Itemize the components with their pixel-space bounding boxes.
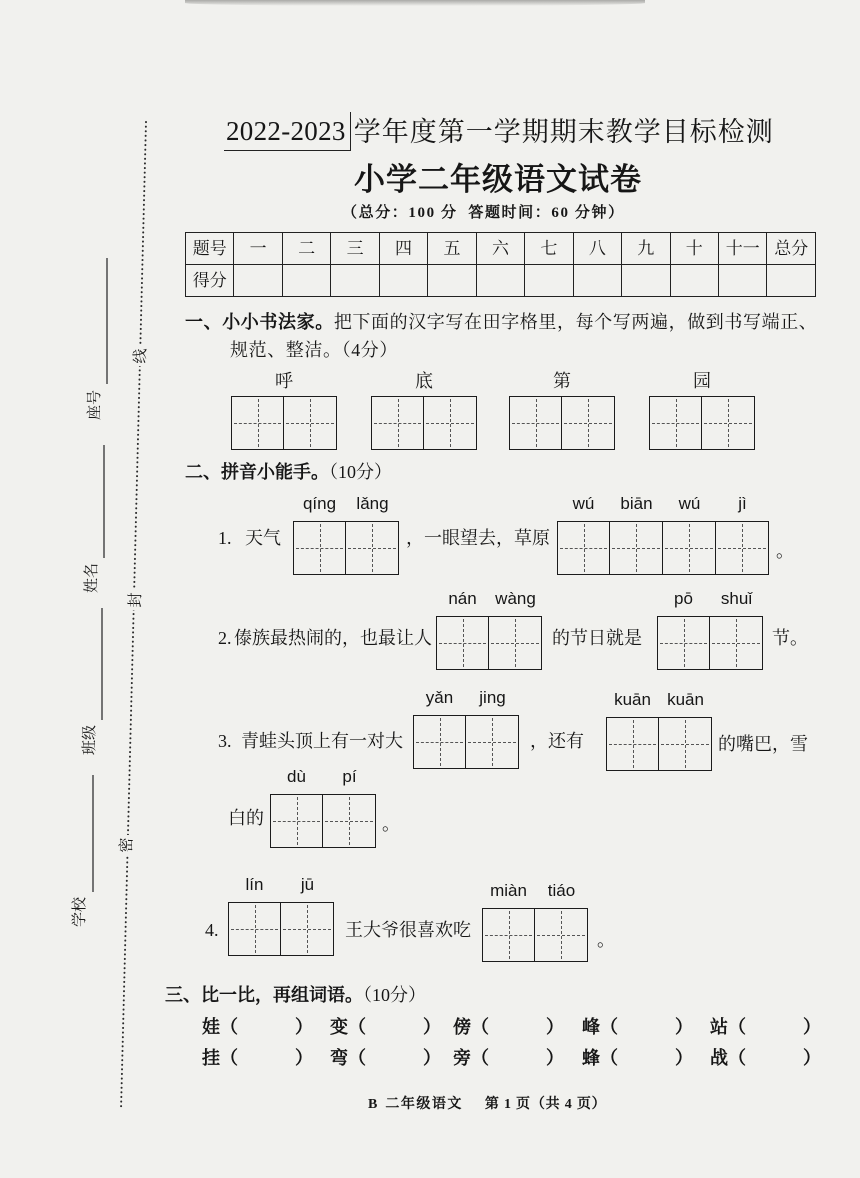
- score-column-header: 八: [573, 233, 621, 265]
- pinyin-text: jū: [300, 875, 315, 894]
- score-cell[interactable]: [525, 265, 573, 297]
- pinyin-cell: [489, 588, 542, 670]
- section2-points: （10分）: [329, 462, 392, 482]
- score-cell[interactable]: [718, 265, 766, 297]
- word-blank[interactable]: [746, 1016, 803, 1038]
- q3-text-4: 白的: [228, 808, 264, 828]
- question-number-label: 题号: [186, 233, 234, 265]
- score-cell[interactable]: [234, 265, 282, 297]
- q3-text-2: ，还有: [530, 731, 584, 751]
- pinyin-text: wú: [678, 494, 701, 513]
- copy-character: 底: [415, 371, 433, 391]
- word-character: 站: [710, 1017, 728, 1037]
- tianzige-box[interactable]: [702, 396, 755, 450]
- q1-text-2: ，一眼望去，草原: [406, 528, 550, 548]
- tianzige-box[interactable]: [228, 902, 281, 956]
- q2-text-2: 的节日就是: [552, 628, 642, 648]
- score-cell[interactable]: [476, 265, 524, 297]
- seal-mark-line: 线: [131, 346, 151, 366]
- tianzige-box[interactable]: [535, 908, 588, 962]
- paper-code: B: [368, 1097, 378, 1112]
- q1-text-3: 。: [776, 541, 794, 561]
- paren-close: ）: [295, 1017, 313, 1037]
- section1-title: 一、小小书法家。: [185, 312, 334, 332]
- tianzige-box[interactable]: [659, 717, 712, 771]
- score-table-header-row: [186, 233, 816, 265]
- tianzige-box[interactable]: [716, 521, 769, 575]
- exam-title: [224, 112, 774, 151]
- pinyin-cell: [482, 880, 535, 962]
- score-cell[interactable]: [670, 265, 718, 297]
- q2-pinyin-blank-1: [436, 588, 542, 670]
- section3-points: （10分）: [363, 985, 426, 1005]
- pinyin-cell: [466, 687, 519, 769]
- tianzige-box[interactable]: [231, 396, 284, 450]
- word-character: 蜂: [582, 1048, 600, 1068]
- word-character: 傍: [453, 1017, 471, 1037]
- copy-group: [649, 370, 755, 450]
- tianzige-box[interactable]: [293, 521, 346, 575]
- pinyin-text: kuān: [614, 690, 651, 709]
- pinyin-text: jing: [479, 688, 506, 707]
- word-item: [453, 1016, 564, 1038]
- pinyin-text: wàng: [495, 589, 536, 608]
- paren-close: ）: [423, 1048, 441, 1068]
- section3-heading: [165, 984, 426, 1006]
- page-footer: [368, 1095, 606, 1115]
- q2-number: 2.: [218, 628, 232, 648]
- section2-title: 二、拼音小能手。: [185, 462, 329, 482]
- score-column-header: 十: [670, 233, 718, 265]
- tianzige-box[interactable]: [371, 396, 424, 450]
- score-column-header: 七: [525, 233, 573, 265]
- q3-pinyin-blank-3: [270, 766, 376, 848]
- tianzige-box[interactable]: [436, 616, 489, 670]
- word-character: 旁: [453, 1048, 471, 1068]
- paren-open: （: [220, 1017, 238, 1037]
- score-cell[interactable]: [622, 265, 670, 297]
- paren-close: ）: [546, 1017, 564, 1037]
- q3-pinyin-blank-2: [606, 689, 712, 771]
- pinyin-text: kuān: [667, 690, 704, 709]
- section1-heading: [185, 311, 817, 333]
- word-item: [710, 1016, 821, 1038]
- word-item: [202, 1016, 313, 1038]
- pinyin-cell: [710, 588, 763, 670]
- paren-open: （: [600, 1048, 618, 1068]
- word-blank[interactable]: [238, 1016, 295, 1038]
- q4-number: 4.: [205, 920, 219, 940]
- q1-pinyin-blank-2: [557, 493, 769, 575]
- q4-text-1: 王大爷很喜欢吃: [345, 920, 471, 940]
- exam-info: （总分：100 分 答题时间：60 分钟）: [342, 205, 625, 221]
- paren-open: （: [220, 1048, 238, 1068]
- page-number: 第 1 页（共 4 页）: [484, 1097, 607, 1112]
- paren-open: （: [728, 1017, 746, 1037]
- section1-points: （4分）: [341, 340, 399, 360]
- seal-mark-secret: 密: [117, 835, 137, 855]
- scan-shadow: [185, 0, 645, 6]
- exam-year-range: 2022-2023: [224, 112, 351, 151]
- class-label: 班级: [82, 725, 98, 756]
- section1-heading-continued: [230, 339, 398, 361]
- score-table: [185, 232, 816, 297]
- pinyin-text: pí: [342, 767, 357, 786]
- paren-close: ）: [675, 1017, 693, 1037]
- pinyin-text: pō: [674, 589, 693, 608]
- q3-text-1: 青蛙头顶上有一对大: [241, 731, 403, 751]
- tianzige-box[interactable]: [663, 521, 716, 575]
- school-label: 学校: [72, 897, 88, 928]
- tianzige-box[interactable]: [509, 396, 562, 450]
- word-item: [453, 1047, 564, 1069]
- pinyin-text: tiáo: [547, 881, 576, 900]
- paren-close: ）: [675, 1048, 693, 1068]
- tianzige-box[interactable]: [482, 908, 535, 962]
- tianzige-row: [509, 396, 615, 450]
- score-column-header: 二: [282, 233, 330, 265]
- tianzige-box[interactable]: [489, 616, 542, 670]
- word-item: [710, 1047, 821, 1069]
- pinyin-cell: [657, 588, 710, 670]
- pinyin-cell: [436, 588, 489, 670]
- q2-text-3: 节。: [772, 628, 808, 648]
- tianzige-box[interactable]: [323, 794, 376, 848]
- copy-character: 第: [553, 371, 571, 391]
- pinyin-cell: [281, 874, 334, 956]
- pinyin-cell: [270, 766, 323, 848]
- word-character: 变: [330, 1017, 348, 1037]
- section1-instruction-line1: 把下面的汉字写在田字格里，每个写两遍，做到书写端正、: [333, 312, 818, 332]
- tianzige-box[interactable]: [557, 521, 610, 575]
- q3-pinyin-blank-1: [413, 687, 519, 769]
- tianzige-box[interactable]: [710, 616, 763, 670]
- paren-close: ）: [546, 1048, 564, 1068]
- word-blank[interactable]: [618, 1016, 675, 1038]
- pinyin-cell: [323, 766, 376, 848]
- tianzige-box[interactable]: [606, 717, 659, 771]
- pinyin-cell: [606, 689, 659, 771]
- pinyin-cell: [535, 880, 588, 962]
- score-cell[interactable]: [331, 265, 379, 297]
- q2-pinyin-blank-2: [657, 588, 763, 670]
- score-row-label: 得分: [186, 265, 234, 297]
- tianzige-row: [371, 396, 477, 450]
- tianzige-box[interactable]: [657, 616, 710, 670]
- score-column-header: 五: [428, 233, 476, 265]
- word-blank[interactable]: [366, 1016, 423, 1038]
- paren-close: ）: [295, 1048, 313, 1068]
- word-character: 战: [710, 1048, 728, 1068]
- paren-open: （: [471, 1017, 489, 1037]
- tianzige-box[interactable]: [281, 902, 334, 956]
- score-cell[interactable]: [428, 265, 476, 297]
- copy-character: 园: [693, 371, 711, 391]
- score-total-cell[interactable]: [767, 265, 816, 297]
- exam-title-text: 学年度第一学期期末教学目标检测: [353, 117, 774, 147]
- pinyin-text: biān: [620, 494, 653, 513]
- pinyin-text: miàn: [490, 881, 527, 900]
- paren-open: （: [348, 1017, 366, 1037]
- score-column-header: 十一: [718, 233, 766, 265]
- word-blank[interactable]: [366, 1047, 423, 1069]
- word-character: 峰: [582, 1017, 600, 1037]
- word-character: 挂: [202, 1048, 220, 1068]
- pinyin-cell: [413, 687, 466, 769]
- q3-number: 3.: [218, 731, 232, 751]
- pinyin-text: shuǐ: [720, 589, 753, 608]
- tianzige-box[interactable]: [284, 396, 337, 450]
- tianzige-box[interactable]: [466, 715, 519, 769]
- word-character: 娃: [202, 1017, 220, 1037]
- paren-open: （: [348, 1048, 366, 1068]
- q4-pinyin-blank-1: [228, 874, 334, 956]
- seal-mark-seal: 封: [126, 590, 146, 610]
- word-item: [330, 1047, 441, 1069]
- section2-heading: [185, 461, 392, 483]
- pinyin-cell: [659, 689, 712, 771]
- exam-subtitle: 小学二年级语文试卷: [354, 162, 642, 197]
- tianzige-box[interactable]: [562, 396, 615, 450]
- paren-open: （: [471, 1048, 489, 1068]
- word-item: [330, 1016, 441, 1038]
- section1-instruction-line2: 规范、整洁。: [230, 340, 342, 360]
- word-blank[interactable]: [618, 1047, 675, 1069]
- word-item: [582, 1047, 693, 1069]
- score-column-header: 九: [622, 233, 670, 265]
- pinyin-cell: [293, 493, 346, 575]
- score-column-header: 三: [331, 233, 379, 265]
- paren-open: （: [728, 1048, 746, 1068]
- tianzige-row: [649, 396, 755, 450]
- pinyin-text: wú: [572, 494, 595, 513]
- tianzige-box[interactable]: [610, 521, 663, 575]
- q4-text-2: 。: [597, 930, 615, 950]
- tianzige-box[interactable]: [270, 794, 323, 848]
- pinyin-text: nán: [448, 589, 477, 608]
- word-item: [582, 1016, 693, 1038]
- tianzige-box[interactable]: [346, 521, 399, 575]
- pinyin-cell: [557, 493, 610, 575]
- pinyin-cell: [610, 493, 663, 575]
- score-column-header: 一: [234, 233, 282, 265]
- paren-open: （: [600, 1017, 618, 1037]
- copy-character: 呼: [275, 371, 293, 391]
- section3-title: 三、比一比，再组词语。: [165, 985, 363, 1005]
- word-blank[interactable]: [238, 1047, 295, 1069]
- word-blank[interactable]: [489, 1016, 546, 1038]
- pinyin-text: dù: [287, 767, 306, 786]
- score-column-header: 四: [379, 233, 427, 265]
- score-cell[interactable]: [573, 265, 621, 297]
- score-column-header: 总分: [767, 233, 816, 265]
- q1-pinyin-blank-1: [293, 493, 399, 575]
- q1-text-1: 天气: [245, 528, 281, 548]
- q3-text-5: 。: [382, 814, 400, 834]
- q3-text-3: 的嘴巴，雪: [718, 734, 808, 754]
- score-column-header: 六: [476, 233, 524, 265]
- tianzige-box[interactable]: [424, 396, 477, 450]
- pinyin-cell: [716, 493, 769, 575]
- pinyin-cell: [346, 493, 399, 575]
- pinyin-text: qíng: [302, 494, 337, 513]
- tianzige-box[interactable]: [649, 396, 702, 450]
- tianzige-row: [231, 396, 337, 450]
- pinyin-text: lǎng: [356, 494, 389, 513]
- paren-close: ）: [803, 1017, 821, 1037]
- word-character: 弯: [330, 1048, 348, 1068]
- word-item: [202, 1047, 313, 1069]
- word-blank[interactable]: [489, 1047, 546, 1069]
- pinyin-cell: [228, 874, 281, 956]
- seal-dotted-line: [121, 122, 146, 1110]
- q2-text-1: 傣族最热闹的，也最让人: [234, 628, 432, 648]
- q1-number: 1.: [218, 528, 232, 548]
- pinyin-cell: [663, 493, 716, 575]
- pinyin-text: yǎn: [425, 688, 454, 707]
- tianzige-box[interactable]: [413, 715, 466, 769]
- paper-subject: 二年级语文: [385, 1097, 463, 1112]
- seat-number-label: 座号: [87, 390, 103, 421]
- copy-group: [231, 370, 337, 450]
- paren-close: ）: [423, 1017, 441, 1037]
- paren-close: ）: [803, 1048, 821, 1068]
- score-cell[interactable]: [282, 265, 330, 297]
- pinyin-text: jì: [738, 494, 747, 513]
- q4-pinyin-blank-2: [482, 880, 588, 962]
- score-table-score-row: [186, 265, 816, 297]
- pinyin-text: lín: [245, 875, 264, 894]
- name-label: 姓名: [84, 563, 100, 594]
- copy-group: [371, 370, 477, 450]
- word-blank[interactable]: [746, 1047, 803, 1069]
- copy-group: [509, 370, 615, 450]
- score-cell[interactable]: [379, 265, 427, 297]
